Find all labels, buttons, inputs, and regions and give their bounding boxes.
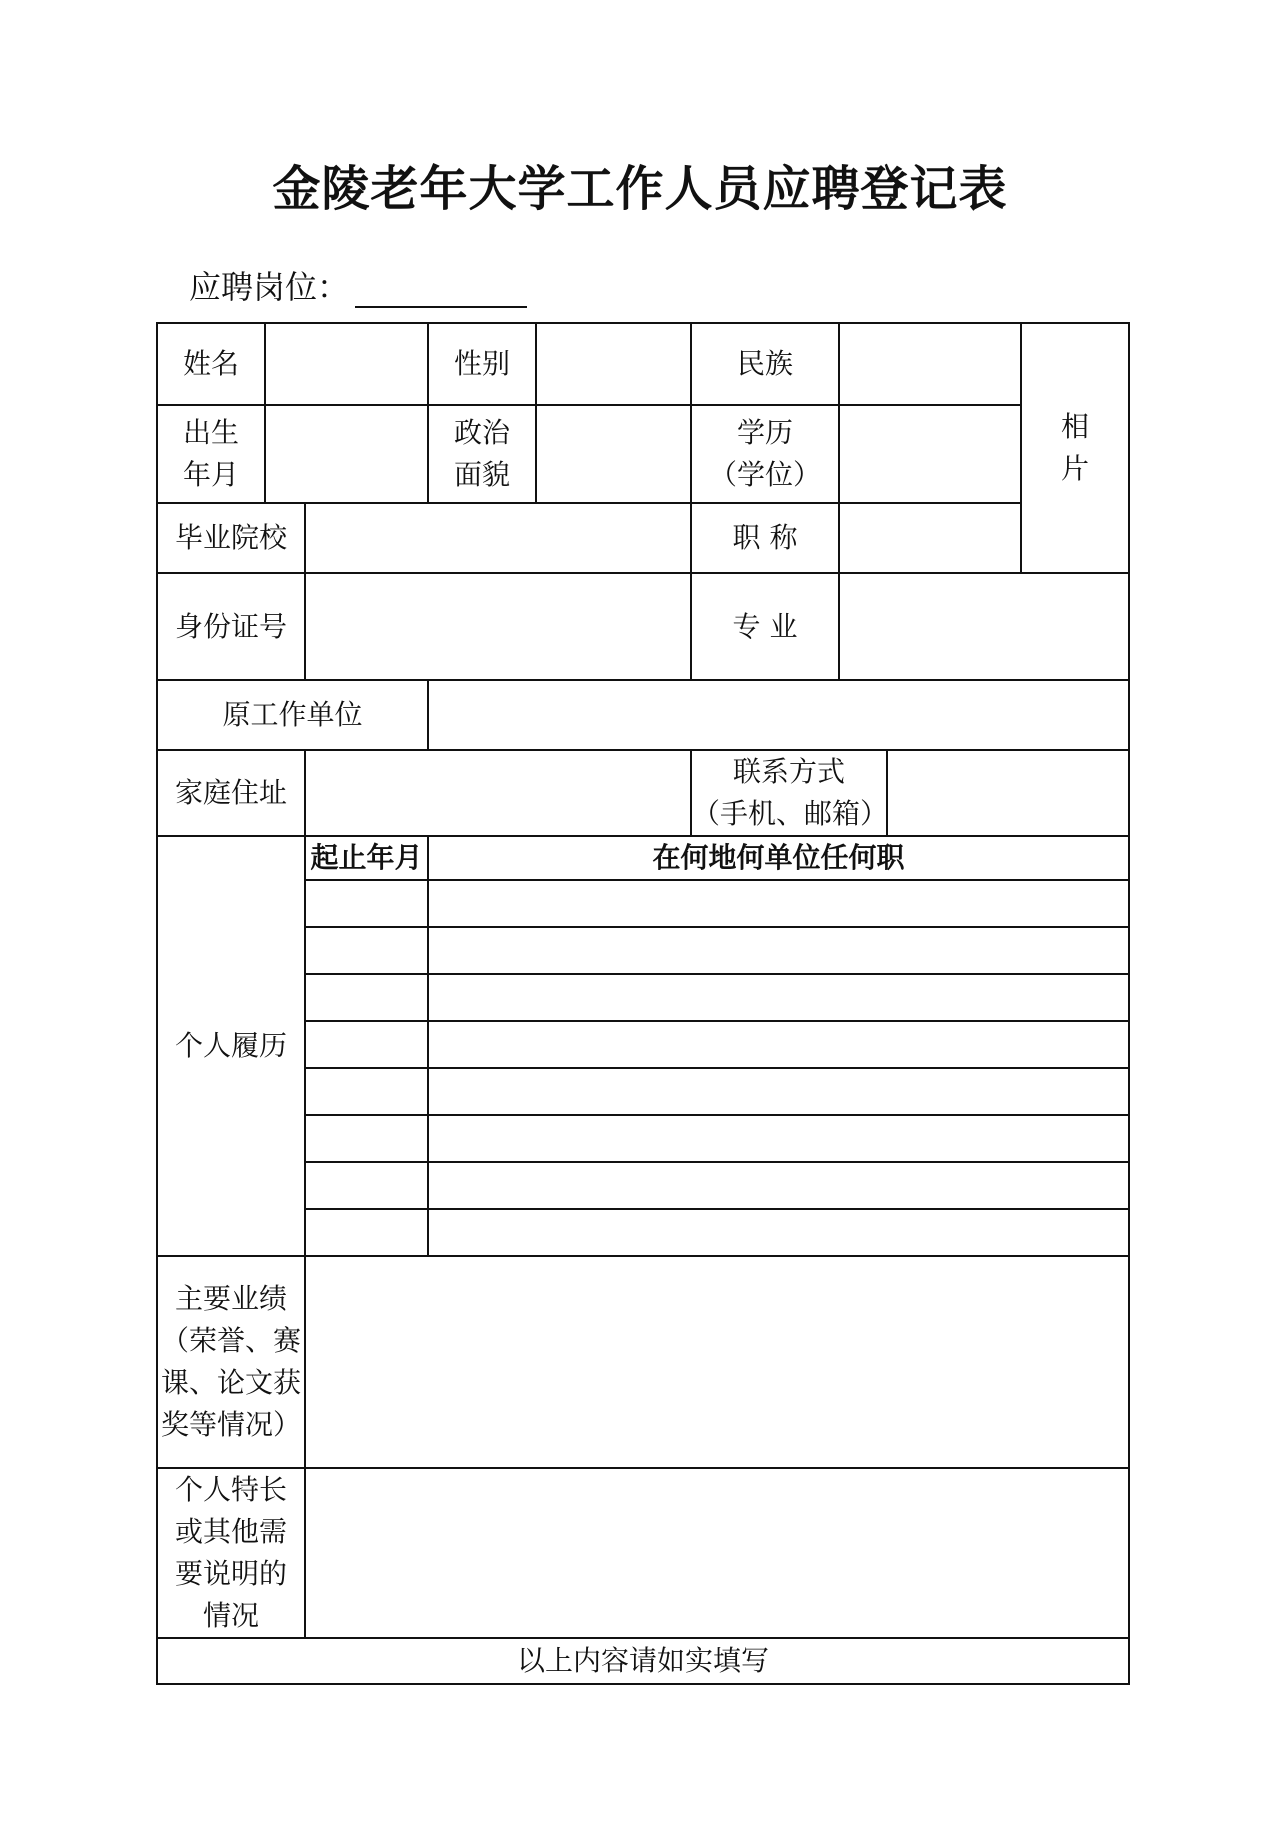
- resume-dates-cell[interactable]: [305, 1115, 428, 1162]
- resume-position-cell[interactable]: [428, 927, 1129, 974]
- professional-title-field[interactable]: [839, 503, 1021, 573]
- photo-label-1: 相: [1061, 410, 1090, 443]
- specialty-label-1: 个人特长: [174, 1473, 287, 1506]
- resume-position-cell[interactable]: [428, 1115, 1129, 1162]
- achievements-field[interactable]: [305, 1256, 1129, 1468]
- contact-label-1: 联系方式: [732, 755, 845, 788]
- education-label-1: 学历: [736, 416, 793, 449]
- achievements-label-3: 课、论文获: [160, 1366, 301, 1399]
- registration-form-table: [156, 322, 1130, 1685]
- applied-position-blank[interactable]: [355, 266, 527, 308]
- specialty-field[interactable]: [305, 1468, 1129, 1638]
- resume-position-cell[interactable]: [428, 1162, 1129, 1209]
- birth-date-label-1: 出生: [182, 416, 239, 449]
- name-field[interactable]: [265, 323, 428, 405]
- political-status-label-1: 政治: [453, 416, 510, 449]
- political-status-label: [428, 405, 536, 503]
- ethnicity-field[interactable]: [839, 323, 1021, 405]
- resume-position-cell[interactable]: [428, 1068, 1129, 1115]
- form-title: 金陵老年大学工作人员应聘登记表: [272, 161, 1008, 217]
- resume-dates-cell[interactable]: [305, 1021, 428, 1068]
- applied-position-label: 应聘岗位：: [189, 268, 350, 306]
- birth-date-field[interactable]: [265, 405, 428, 503]
- contact-label: [691, 750, 887, 836]
- graduated-school-field[interactable]: [305, 503, 691, 573]
- resume-dates-cell[interactable]: [305, 927, 428, 974]
- gender-field[interactable]: [536, 323, 691, 405]
- birth-date-label-2: 年月: [182, 458, 239, 491]
- political-status-label-2: 面貌: [453, 458, 510, 491]
- resume-position-header: 在何地何单位任何职: [428, 836, 1129, 880]
- id-number-label: 身份证号: [157, 573, 305, 680]
- former-employer-label: 原工作单位: [157, 680, 428, 750]
- resume-dates-cell[interactable]: [305, 1068, 428, 1115]
- id-number-field[interactable]: [305, 573, 691, 680]
- truthful-notice: 以上内容请如实填写: [157, 1638, 1129, 1684]
- specialty-label-2: 或其他需: [174, 1515, 287, 1548]
- resume-dates-cell[interactable]: [305, 1162, 428, 1209]
- former-employer-field[interactable]: [428, 680, 1129, 750]
- specialty-label: [157, 1468, 305, 1638]
- resume-label: 个人履历: [157, 836, 305, 1256]
- photo-label-2: 片: [1061, 452, 1090, 485]
- home-address-field[interactable]: [305, 750, 691, 836]
- education-label-2: （学位）: [708, 458, 821, 491]
- major-field[interactable]: [839, 573, 1129, 680]
- resume-dates-cell[interactable]: [305, 880, 428, 927]
- gender-label: 性别: [428, 323, 536, 405]
- resume-dates-header: 起止年月: [305, 836, 428, 880]
- name-label: 姓名: [157, 323, 265, 405]
- contact-field[interactable]: [887, 750, 1129, 836]
- achievements-label-1: 主要业绩: [174, 1282, 287, 1315]
- education-field[interactable]: [839, 405, 1021, 503]
- photo-box[interactable]: [1021, 323, 1129, 573]
- resume-position-cell[interactable]: [428, 880, 1129, 927]
- resume-position-cell[interactable]: [428, 1021, 1129, 1068]
- contact-label-2: （手机、邮箱）: [692, 797, 889, 830]
- resume-dates-cell[interactable]: [305, 974, 428, 1021]
- graduated-school-label: 毕业院校: [157, 503, 305, 573]
- home-address-label: 家庭住址: [157, 750, 305, 836]
- political-status-field[interactable]: [536, 405, 691, 503]
- ethnicity-label: 民族: [691, 323, 839, 405]
- achievements-label-2: （荣誉、赛: [160, 1324, 301, 1357]
- major-label: 专 业: [691, 573, 839, 680]
- professional-title-label: 职 称: [691, 503, 839, 573]
- resume-position-cell[interactable]: [428, 974, 1129, 1021]
- achievements-label-4: 奖等情况）: [160, 1408, 301, 1441]
- applied-position-row: [189, 262, 527, 308]
- education-label: [691, 405, 839, 503]
- achievements-label: [157, 1256, 305, 1468]
- resume-position-cell[interactable]: [428, 1209, 1129, 1256]
- specialty-label-4: 情况: [202, 1599, 259, 1632]
- birth-date-label: [157, 405, 265, 503]
- resume-dates-cell[interactable]: [305, 1209, 428, 1256]
- specialty-label-3: 要说明的: [174, 1557, 287, 1590]
